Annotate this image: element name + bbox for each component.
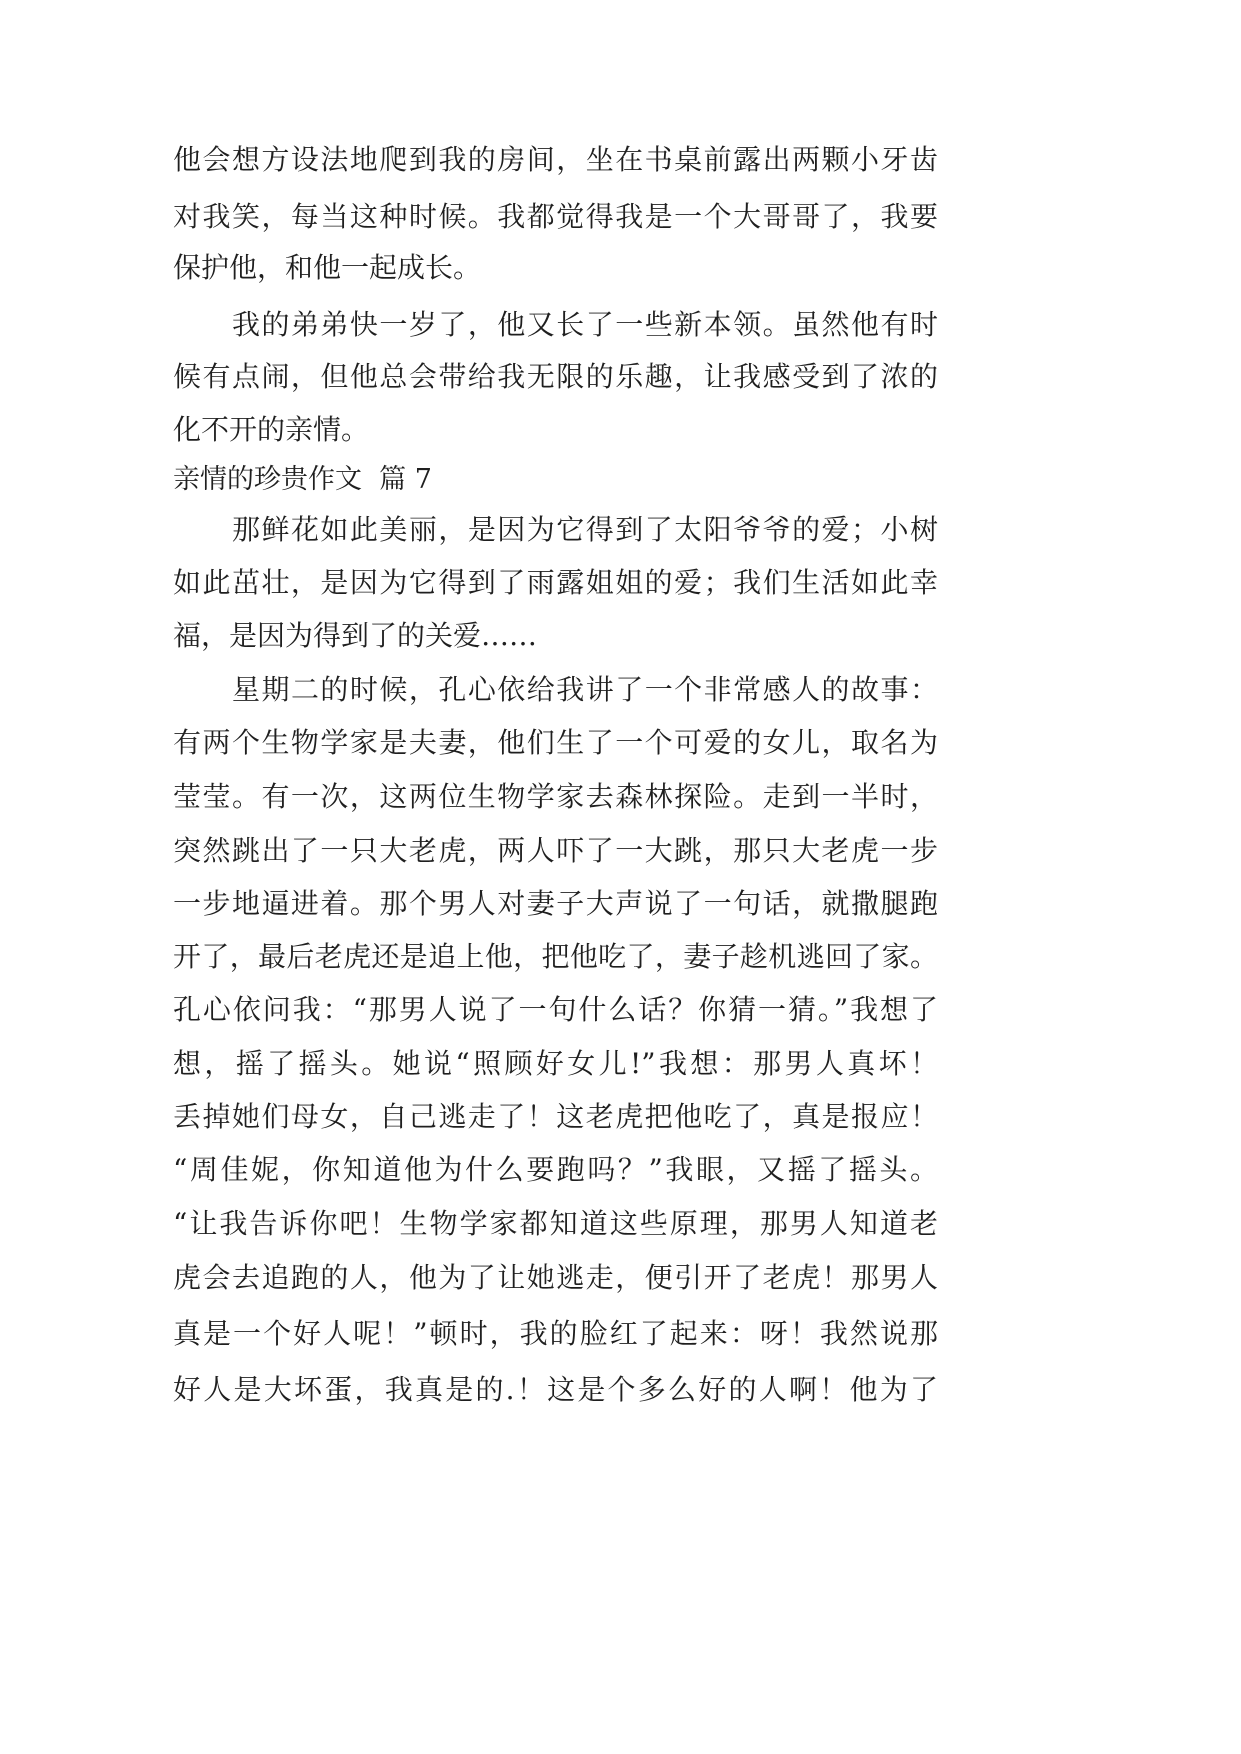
text-line: 对我笑，每当这种时候。我都觉得我是一个大哥哥了，我要 — [173, 200, 938, 233]
text-line: 如此茁壮，是因为它得到了雨露姐姐的爱；我们生活如此幸 — [173, 566, 938, 599]
text-line: 保护他，和他一起成长。 — [173, 251, 482, 284]
text-line: 突然跳出了一只大老虎，两人吓了一大跳，那只大老虎一步 — [173, 834, 938, 867]
text-line: 一步地逼进着。那个男人对妻子大声说了一句话，就撒腿跑 — [173, 887, 938, 920]
paragraph-first-line: 星期二的时候，孔心依给我讲了一个非常感人的故事： — [232, 673, 938, 706]
text-line: 真是一个好人呢！”顿时，我的脸红了起来：呀！我然说那 — [173, 1317, 938, 1350]
text-line: 莹莹。有一次，这两位生物学家去森林探险。走到一半时， — [173, 780, 938, 813]
text-line: 想，摇了摇头。她说“照顾好女儿!”我想：那男人真坏！ — [173, 1047, 938, 1080]
text-line: 丢掉她们母女，自己逃走了！这老虎把他吃了，真是报应！ — [173, 1100, 938, 1133]
text-line: 福，是因为得到了的关爱…… — [173, 619, 538, 652]
text-line: “让我告诉你吧！生物学家都知道这些原理，那男人知道老 — [173, 1207, 938, 1240]
text-line: 化不开的亲情。 — [173, 413, 370, 446]
paragraph-first-line: 那鲜花如此美丽，是因为它得到了太阳爷爷的爱；小树 — [232, 513, 938, 546]
text-line: 候有点闹，但他总会带给我无限的乐趣，让我感受到了浓的 — [173, 360, 938, 393]
text-line: 他会想方设法地爬到我的房间，坐在书桌前露出两颗小牙齿 — [173, 143, 938, 176]
text-line: 好人是大坏蛋，我真是的.！这是个多么好的人啊！他为了 — [173, 1373, 938, 1406]
text-line: 开了，最后老虎还是追上他，把他吃了，妻子趁机逃回了家。 — [173, 940, 938, 973]
text-line: 有两个生物学家是夫妻，他们生了一个可爱的女儿，取名为 — [173, 726, 938, 759]
text-line: “周佳妮，你知道他为什么要跑吗？”我眼，又摇了摇头。 — [173, 1153, 938, 1186]
section-heading: 亲情的珍贵作文 篇 7 — [173, 464, 432, 495]
paragraph-first-line: 我的弟弟快一岁了，他又长了一些新本领。虽然他有时 — [232, 308, 938, 341]
text-line: 虎会去追跑的人，他为了让她逃走，便引开了老虎！那男人 — [173, 1261, 938, 1294]
text-line: 孔心依问我：“那男人说了一句什么话？你猜一猜。”我想了 — [173, 993, 938, 1026]
